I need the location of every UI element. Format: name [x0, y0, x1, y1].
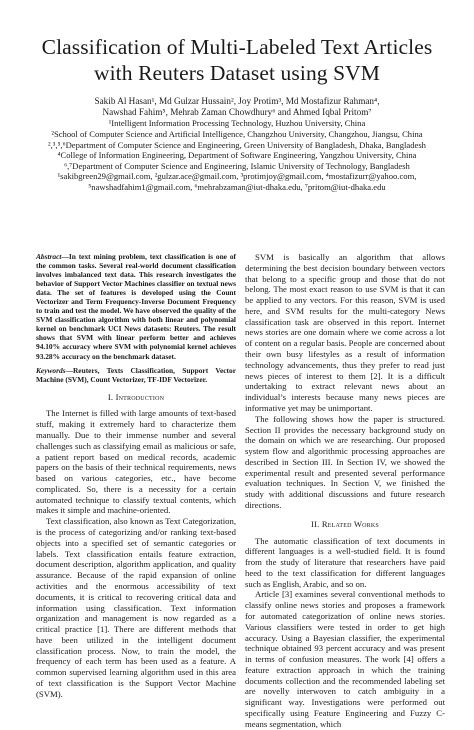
keywords	[36, 366, 236, 384]
intro-paragraph-2: Text classification, also known as Text Categorization, is the process of categorizing and/or ranking text-based objects into a specified set of semantic categories or labels. Text classification entails feature extraction, document description, algorithm application, and quality assurance. Because of the rapid expansion of online activities and the enormous accessibility of text documents, it is critical to recovering critical data and information using classification. Text information organization and management is now regarded as a critical practice [1]. There are different methods that have been utilized in the intelligent document classification process. Now, to train the model, the frequency of each term has been used as a feature. A common supervised learning algorithm used in this area of text classification is the Support Vector Machine (SVM).	[36, 516, 236, 699]
paper-title: Classification of Multi-Labeled Text Articles with Reuters Dataset using SVM	[41, 35, 433, 85]
keywords-lead: Keywords	[36, 365, 66, 375]
section-heading-related-works: II. Related Works	[311, 518, 379, 529]
abstract	[36, 252, 236, 361]
author-names-line-2: Nawshad Fahim⁵, Mehrab Zaman Chowdhury⁶ and Ahmed Iqbal Pritom⁷	[102, 107, 372, 118]
affiliation-line: ¹Intelligent Information Processing Technology, Huzhou University, China	[108, 118, 366, 129]
abstract-lead: Abstract	[36, 252, 62, 261]
abstract-text: —In text mining problem, text classification is one of the common tasks. Several real-world document classification involves imbalanced text data. This research investigates the behavior of Support Vector Machines classifier on textual news data. The set of features is developed using the Count Vectorizer and Term Frequency-Inverse Document Frequency to train and test the model. We have observed the quality of the SVM classification algorithm with both linear and polynomial kernel on benchmark UCI News datasets: Reuters. The result shows that SVM with linear perform better and achieves 94.10% accuracy where SVM with polynomial kernel achieves 93.28% accuracy on the benchmark dataset.	[36, 252, 236, 361]
section-heading-introduction: I. Introduction	[107, 391, 165, 402]
author-block	[14, 96, 460, 193]
affiliation-line: ²,³,⁵,⁶Department of Computer Science and Engineering, Green University of Bangladesh, Dhaka, Bangladesh	[48, 139, 426, 150]
email-line: ⁵nawshadfahim1@gmail.com, ⁶mehrabzaman@iut-dhaka.edu, ⁷pritom@iut-dhaka.edu	[88, 181, 386, 192]
affiliation-line: ⁶,⁷Department of Computer Science and Engineering, Islamic University of Technology, Bangladesh	[64, 160, 410, 171]
email-line: ¹sakibgreen29@gmail.com, ²gulzar.ace@gmail.com, ³protimjoy@gmail.com, ⁴mostafizurr@yahoo.com,	[57, 171, 417, 182]
author-names-line-1: Sakib Al Hasan¹, Md Gulzar Hussain², Joy Protim³, Md Mostafizur Rahman⁴,	[94, 96, 380, 106]
intro-paragraph-1: The Internet is filled with large amounts of text-based stuff, making it extremely hard to characterize them manually. Due to their immense number and several challenges such as classifying email as malicious or safe, a patient report based on medical records, academic papers on the basis of their technical requirements, news based on various categories, etc., have become complicated. So, there is a necessity for a certain automated technique to classify textual contents, which makes it simple and machine-oriented.	[36, 408, 236, 516]
left-column	[36, 252, 236, 700]
keywords-text: —Reuters, Texts Classification, Support Vector Machine (SVM), Count Vectorizer, TF-IDF Vectorizer.	[36, 365, 236, 384]
affiliation-line: ⁴College of Information Engineering, Department of Software Engineering, Yangzhou University, China	[57, 150, 417, 161]
related-paragraph-2: Article [3] examines several conventional methods to classify online news stories and proposes a framework for automated categorization of online news stories. Various classifiers were tested in order to get high accuracy. Using a Bayesian classifier, the experimental technique obtained 93 percent accuracy and was present in terms of confusion measures. The work [4] offers a feature extraction approach in which the training documents collection and the recommended labeling set are novelly interwoven to catch ambiguity in a significant way. Investigations were performed out specifically using Feature Engineering and Fuzzy C-means segmentation, which	[245, 589, 445, 729]
right-column	[245, 252, 445, 730]
intro-paragraph-3: SVM is basically an algorithm that allows determining the best decision boundary between vectors that belong to a specific group and those that do not belong. The most exact reason to use SVM is that it can be applied to any vectors. For this reason, SVM is used here, and SVM results for the multi-category News classification task are observed in this report. Internet news stories are one domain where we come across a lot of content on a regular basis. People are concerned about their own busy lifestyles as a result of information technology advancements, thus they prefer to read just news pieces of interest to them [2]. It is a difficult undertaking to extract relevant news about an individual’s interests because many news pieces are informative yet may be unimportant.	[245, 252, 445, 413]
affiliation-line: ²School of Computer Science and Artificial Intelligence, Changzhou University, Changzhou, Jiangsu, China	[51, 129, 423, 139]
related-paragraph-1: The automatic classification of text documents in different languages is a well-studied field. It is found from the study of literature that researchers have paid heed to the text classification for different languages such as English, Arabic, and so on.	[245, 535, 445, 589]
intro-paragraph-4: The following shows how the paper is structured. Section II provides the necessary background study on the domain on which we are researching. Our proposed system flow and algorithmic processing approaches are described in Section III. In Section IV, we showed the experimental result and presented several performance evaluation techniques. In Section V, we finished the study with additional discussions and future research directions.	[245, 413, 445, 510]
